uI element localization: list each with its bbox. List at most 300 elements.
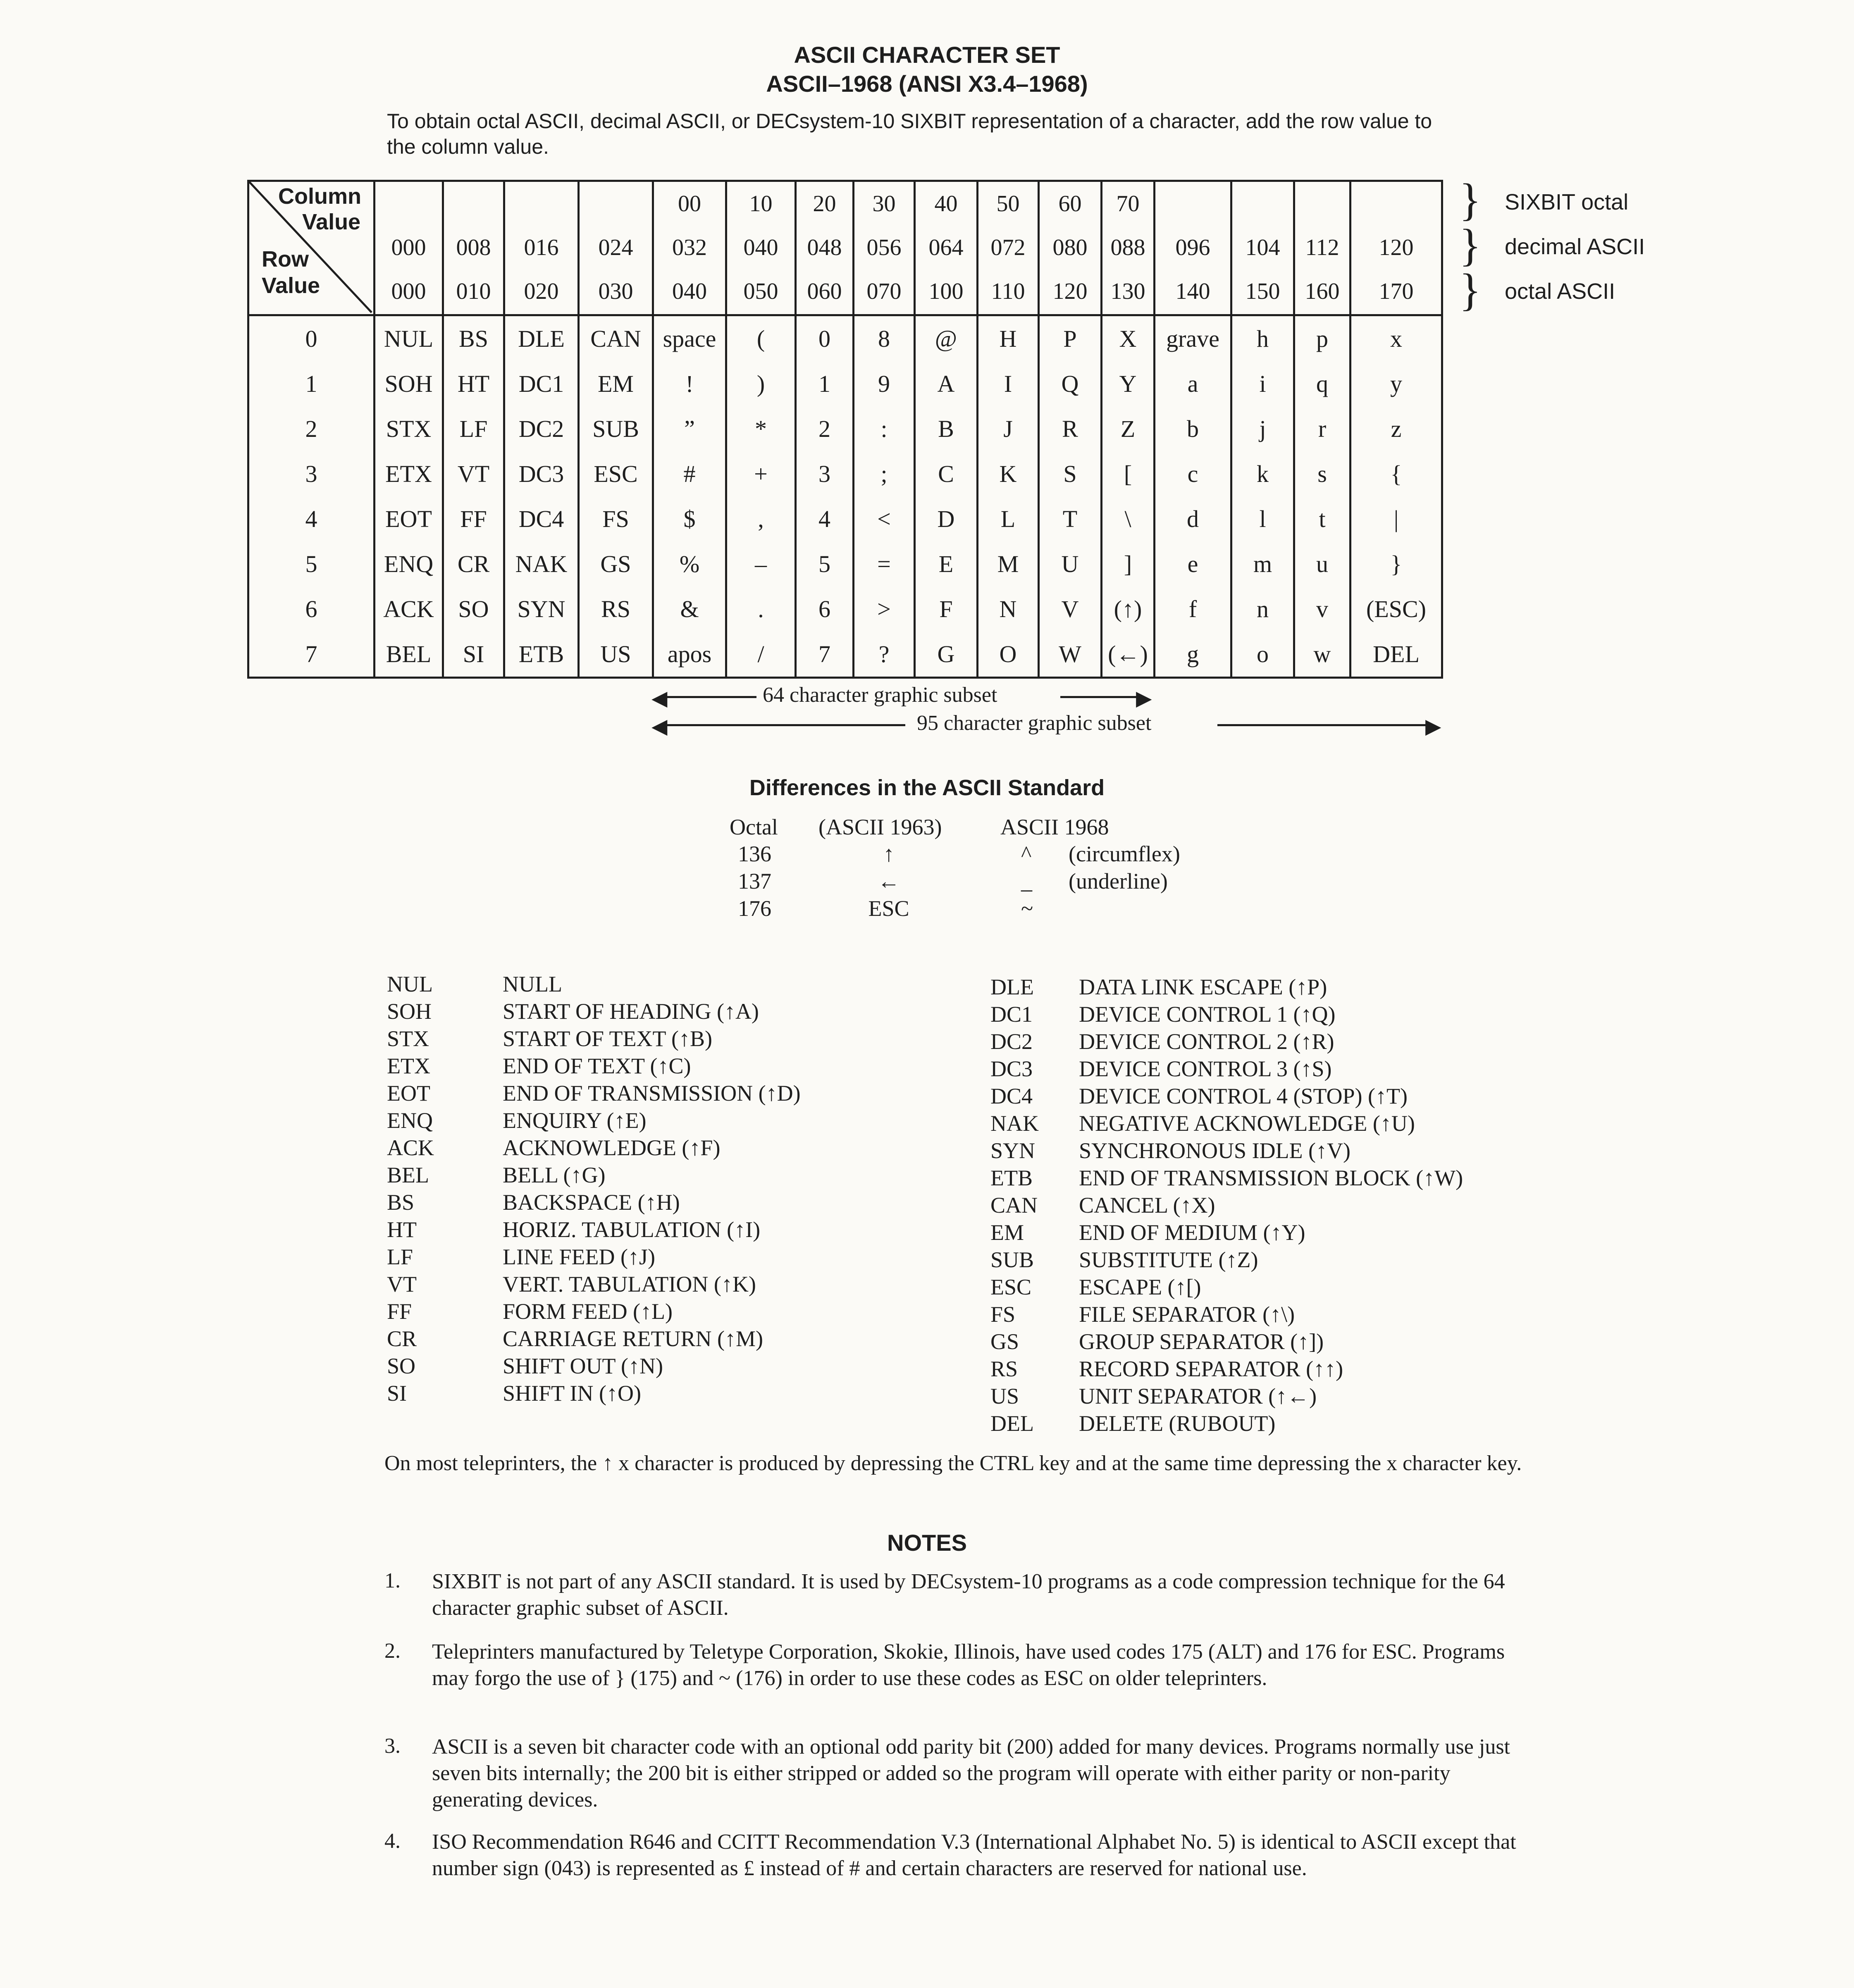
- definition-row: [387, 1107, 801, 1134]
- char-cell: DC1: [518, 370, 564, 397]
- definition-code: ETB: [990, 1166, 1033, 1190]
- definition-desc: SUBSTITUTE (↑Z): [1079, 1247, 1258, 1272]
- definition-row: [990, 1410, 1463, 1437]
- column-sixbit-value: 60: [1058, 191, 1082, 217]
- definition-row: [990, 1164, 1463, 1192]
- definition-desc: UNIT SEPARATOR (↑←): [1079, 1384, 1317, 1409]
- definition-row: [387, 1380, 801, 1407]
- column-octal-value: 110: [991, 279, 1025, 304]
- column-sixbit-value: 40: [934, 191, 958, 217]
- brace-icon: }: [1459, 220, 1481, 270]
- column-sixbit-value: [1351, 182, 1441, 226]
- definition-desc: HORIZ. TABULATION (↑I): [503, 1217, 761, 1242]
- definition-desc: DEVICE CONTROL 4 (STOP) (↑T): [1079, 1084, 1408, 1108]
- definition-code: EOT: [387, 1081, 430, 1106]
- row-value: 4: [305, 505, 317, 532]
- char-cell: T: [1062, 505, 1078, 532]
- char-cell: V: [1061, 596, 1079, 622]
- char-cell: 9: [878, 370, 890, 397]
- char-cell: STX: [386, 415, 432, 442]
- notes-title: NOTES: [887, 1530, 967, 1556]
- char-cell: BEL: [386, 641, 432, 667]
- column-chars-9: [978, 315, 1039, 678]
- definition-desc: LINE FEED (↑J): [503, 1244, 655, 1269]
- column-decimal-value: 040: [743, 235, 778, 260]
- char-cell: ): [756, 370, 765, 397]
- column-header-1: [443, 181, 504, 315]
- column-decimal-value: 048: [807, 235, 842, 260]
- definition-code: VT: [387, 1272, 417, 1297]
- row-value: 0: [305, 325, 317, 352]
- char-cell: ENQ: [384, 551, 434, 577]
- diff-note: (circumflex): [1069, 841, 1180, 866]
- subset64-arrow-left: [661, 696, 756, 698]
- char-cell: SYN: [517, 596, 566, 622]
- table-header-row: [248, 181, 1442, 315]
- diff-octal: 137: [738, 869, 771, 894]
- column-octal-value: 040: [672, 279, 707, 304]
- ascii-table: [247, 180, 1443, 679]
- corner-value-label-bottom: Value: [262, 273, 320, 298]
- char-cell: %: [679, 551, 700, 577]
- char-cell: :: [880, 415, 888, 442]
- column-chars-4: [653, 315, 726, 678]
- char-cell: =: [877, 551, 891, 577]
- column-chars-10: [1039, 315, 1102, 678]
- char-cell: &: [680, 596, 699, 622]
- char-cell: NAK: [515, 551, 568, 577]
- arrow-left-icon: ◀: [651, 687, 668, 710]
- char-cell: 0: [818, 325, 830, 352]
- column-decimal-value: 032: [672, 235, 707, 260]
- definition-desc: RECORD SEPARATOR (↑↑): [1079, 1356, 1343, 1381]
- char-cell: H: [999, 325, 1017, 352]
- char-cell: 6: [818, 596, 830, 622]
- definition-row: [990, 1383, 1463, 1410]
- definition-code: EM: [990, 1220, 1024, 1245]
- definition-desc: FORM FEED (↑L): [503, 1299, 673, 1324]
- diff-a1968: _: [1021, 869, 1032, 894]
- column-octal-value: 120: [1052, 279, 1088, 304]
- column-octal-value: 070: [866, 279, 902, 304]
- definition-code: BEL: [387, 1163, 429, 1187]
- column-sixbit-value: [505, 182, 577, 226]
- definition-desc: END OF TRANSMISSION BLOCK (↑W): [1079, 1166, 1463, 1190]
- char-cell: F: [939, 596, 953, 622]
- char-cell: ;: [880, 460, 888, 487]
- column-decimal-value: 008: [456, 235, 491, 260]
- definition-desc: END OF MEDIUM (↑Y): [1079, 1220, 1305, 1245]
- char-cell: 8: [878, 325, 890, 352]
- char-cell: VT: [457, 460, 490, 487]
- char-cell: /: [757, 641, 764, 667]
- char-cell: G: [937, 641, 955, 667]
- char-cell: R: [1062, 415, 1078, 442]
- definition-row: [387, 1161, 801, 1189]
- column-decimal-value: 024: [598, 235, 633, 260]
- definition-desc: CARRIAGE RETURN (↑M): [503, 1326, 763, 1351]
- char-cell: EM: [598, 370, 634, 397]
- column-chars-3: [579, 315, 653, 678]
- char-cell: U: [1061, 551, 1079, 577]
- legend-decimal: decimal ASCII: [1505, 234, 1645, 259]
- note-text: Teleprinters manufactured by Teletype Corporation, Skokie, Illinois, have used codes 175 (ALT) and 176 for ESC. Programs may forgo the use of } (175) and ~ (176) in order to use these codes as ESC on older teleprinters.: [432, 1640, 1505, 1690]
- definition-desc: NULL: [503, 972, 562, 996]
- char-cell: NUL: [384, 325, 434, 352]
- column-decimal-value: 000: [391, 235, 426, 260]
- column-header-9: [978, 181, 1039, 315]
- column-chars-13: [1231, 315, 1294, 678]
- char-cell: p: [1316, 325, 1328, 352]
- char-cell: ”: [684, 415, 695, 442]
- column-sixbit-value: 20: [813, 191, 836, 217]
- column-header-2: [504, 181, 579, 315]
- diff-a1968: ^: [1021, 841, 1032, 866]
- column-header-13: [1231, 181, 1294, 315]
- char-cell: –: [755, 551, 767, 577]
- definition-code: RS: [990, 1356, 1018, 1381]
- char-cell: @: [935, 325, 957, 352]
- definition-row: [387, 1052, 801, 1080]
- table-corner: [248, 181, 375, 315]
- diff-a1968: ~: [1021, 896, 1033, 921]
- legend-sixbit: SIXBIT octal: [1505, 190, 1629, 215]
- char-cell: I: [1004, 370, 1012, 397]
- char-cell: US: [600, 641, 631, 667]
- diff-note: (underline): [1069, 869, 1168, 894]
- column-octal-value: 140: [1175, 279, 1210, 304]
- definition-row: [990, 1028, 1463, 1055]
- definition-code: DEL: [990, 1411, 1034, 1436]
- char-cell: [: [1124, 460, 1132, 487]
- char-cell: M: [997, 551, 1019, 577]
- char-cell: o: [1257, 641, 1269, 667]
- column-decimal-value: 088: [1110, 235, 1145, 260]
- char-cell: 3: [818, 460, 830, 487]
- definition-code: ETX: [387, 1054, 430, 1078]
- char-cell: RS: [601, 596, 630, 622]
- char-cell: Y: [1119, 370, 1137, 397]
- char-cell: J: [1003, 415, 1013, 442]
- column-octal-value: 170: [1379, 279, 1414, 304]
- char-cell: c: [1187, 460, 1198, 487]
- char-cell: h: [1257, 325, 1269, 352]
- row-value: 7: [305, 641, 317, 667]
- definition-row: [990, 1273, 1463, 1301]
- diff-header-octal: Octal: [730, 815, 778, 839]
- char-cell: ACK: [383, 596, 434, 622]
- char-cell: 7: [818, 641, 830, 667]
- column-chars-12: [1155, 315, 1231, 678]
- column-header-12: [1155, 181, 1231, 315]
- definition-row: [387, 1325, 801, 1352]
- char-cell: SOH: [384, 370, 433, 397]
- definition-desc: END OF TEXT (↑C): [503, 1054, 691, 1078]
- definition-code: DC3: [990, 1056, 1033, 1081]
- definition-code: DC2: [990, 1029, 1033, 1054]
- char-cell: D: [937, 505, 955, 532]
- char-cell: *: [755, 415, 767, 442]
- char-cell: B: [938, 415, 954, 442]
- definition-row: [990, 1328, 1463, 1355]
- column-chars-5: [726, 315, 796, 678]
- char-cell: ETX: [385, 460, 432, 487]
- char-cell: m: [1253, 551, 1272, 577]
- column-header-3: [579, 181, 653, 315]
- subset64-label: 64 character graphic subset: [763, 683, 997, 707]
- char-cell: g: [1187, 641, 1199, 667]
- diff-octal: 136: [738, 841, 771, 866]
- note-number: 2.: [384, 1639, 401, 1663]
- definition-row: [387, 1271, 801, 1298]
- note-number: 3.: [384, 1734, 401, 1758]
- definition-code: BS: [387, 1190, 415, 1215]
- definition-desc: ENQUIRY (↑E): [503, 1108, 647, 1133]
- column-octal-value: 060: [807, 279, 842, 304]
- column-sixbit-value: 50: [996, 191, 1020, 217]
- char-cell: u: [1316, 551, 1328, 577]
- differences-title: Differences in the ASCII Standard: [749, 775, 1105, 800]
- definition-desc: BELL (↑G): [503, 1163, 606, 1187]
- column-octal-value: 000: [391, 279, 426, 304]
- char-cell: E: [938, 551, 954, 577]
- definition-code: HT: [387, 1217, 417, 1242]
- note-text: ISO Recommendation R646 and CCITT Recommendation V.3 (International Alphabet No. 5) is identical to ASCII except that number sign (043) is represented as £ instead of # and certain characters are reserved for national use.: [432, 1830, 1516, 1880]
- char-cell: O: [999, 641, 1017, 667]
- diff-octal: 176: [738, 896, 771, 921]
- char-cell: K: [999, 460, 1017, 487]
- definition-code: NAK: [990, 1111, 1039, 1136]
- definition-row: [387, 1298, 801, 1325]
- char-cell: j: [1259, 415, 1266, 442]
- char-cell: ESC: [594, 460, 638, 487]
- char-cell: EOT: [385, 505, 432, 532]
- definition-code: FS: [990, 1302, 1016, 1327]
- definition-desc: GROUP SEPARATOR (↑]): [1079, 1329, 1324, 1354]
- definition-desc: VERT. TABULATION (↑K): [503, 1272, 756, 1297]
- char-cell: #: [683, 460, 696, 487]
- char-cell: |: [1393, 505, 1399, 532]
- row-value: 2: [305, 415, 317, 442]
- char-cell: !: [685, 370, 694, 397]
- char-cell: y: [1390, 370, 1402, 397]
- column-sixbit-value: [375, 182, 442, 226]
- char-cell: apos: [667, 641, 712, 667]
- brace-icon: }: [1459, 265, 1481, 315]
- arrow-right-icon: ▶: [1425, 715, 1441, 738]
- definition-desc: DEVICE CONTROL 3 (↑S): [1079, 1056, 1332, 1081]
- definition-code: DLE: [990, 975, 1034, 999]
- char-cell: r: [1318, 415, 1327, 442]
- column-header-7: [854, 181, 915, 315]
- char-cell: S: [1063, 460, 1077, 487]
- definition-code: ACK: [387, 1135, 434, 1160]
- char-cell: P: [1063, 325, 1077, 352]
- char-cell: x: [1390, 325, 1402, 352]
- column-decimal-value: 056: [866, 235, 902, 260]
- char-cell: A: [937, 370, 955, 397]
- row-value: 1: [305, 370, 317, 397]
- char-cell: N: [999, 596, 1017, 622]
- char-cell: ,: [758, 505, 764, 532]
- char-cell: n: [1257, 596, 1269, 622]
- char-cell: CAN: [590, 325, 641, 352]
- char-cell: v: [1316, 596, 1328, 622]
- definition-row: [990, 1110, 1463, 1137]
- legend-octal: octal ASCII: [1505, 279, 1615, 304]
- definition-desc: ACKNOWLEDGE (↑F): [503, 1135, 721, 1160]
- column-decimal-value: 096: [1175, 235, 1210, 260]
- definition-row: [990, 1219, 1463, 1246]
- definition-row: [990, 1082, 1463, 1110]
- column-decimal-value: 112: [1305, 235, 1339, 260]
- char-cell: }: [1390, 551, 1402, 577]
- column-decimal-value: 072: [990, 235, 1026, 260]
- column-sixbit-value: [1295, 182, 1349, 226]
- definition-desc: END OF TRANSMISSION (↑D): [503, 1081, 801, 1106]
- char-cell: k: [1257, 460, 1269, 487]
- char-cell: <: [877, 505, 891, 532]
- char-cell: SI: [463, 641, 484, 667]
- char-cell: s: [1317, 460, 1327, 487]
- char-cell: SUB: [592, 415, 639, 442]
- column-decimal-value: 064: [928, 235, 964, 260]
- diff-a1963: ESC: [868, 896, 909, 921]
- column-header-4: [653, 181, 726, 315]
- diff-a1963: ←: [878, 869, 900, 894]
- column-sixbit-value: [1232, 182, 1293, 226]
- char-cell: 1: [818, 370, 830, 397]
- arrow-right-icon: ▶: [1136, 687, 1152, 710]
- definition-code: GS: [990, 1329, 1019, 1354]
- column-header-10: [1039, 181, 1102, 315]
- char-cell: i: [1259, 370, 1266, 397]
- definition-code: STX: [387, 1026, 429, 1051]
- column-octal-value: 100: [928, 279, 964, 304]
- char-cell: b: [1187, 415, 1199, 442]
- char-cell: DLE: [518, 325, 565, 352]
- char-cell: t: [1319, 505, 1326, 532]
- column-sixbit-value: 30: [872, 191, 896, 217]
- char-cell: DC4: [518, 505, 564, 532]
- row-value: 6: [305, 596, 317, 622]
- definition-desc: BACKSPACE (↑H): [503, 1190, 680, 1215]
- definition-desc: DEVICE CONTROL 1 (↑Q): [1079, 1002, 1336, 1027]
- char-cell: (↑): [1114, 596, 1142, 622]
- definition-code: SYN: [990, 1138, 1036, 1163]
- definition-code: CAN: [990, 1193, 1038, 1218]
- definition-desc: SHIFT IN (↑O): [503, 1381, 641, 1406]
- char-cell: L: [1000, 505, 1016, 532]
- definition-row: [990, 1192, 1463, 1219]
- definition-desc: ESCAPE (↑[): [1079, 1275, 1201, 1299]
- column-octal-value: 030: [598, 279, 633, 304]
- char-cell: CR: [457, 551, 490, 577]
- definition-row: [387, 1352, 801, 1380]
- column-decimal-value: 080: [1052, 235, 1088, 260]
- char-cell: w: [1313, 641, 1331, 667]
- definition-desc: START OF HEADING (↑A): [503, 999, 759, 1024]
- column-decimal-value: 016: [524, 235, 559, 260]
- char-cell: grave: [1166, 325, 1219, 352]
- definition-code: SUB: [990, 1247, 1034, 1272]
- definition-desc: CANCEL (↑X): [1079, 1193, 1215, 1218]
- char-cell: ETB: [518, 641, 564, 667]
- row-value: 5: [305, 551, 317, 577]
- definition-row: [387, 1080, 801, 1107]
- intro-text: To obtain octal ASCII, decimal ASCII, or DECsystem-10 SIXBIT representation of a character, add the row value to the column value.: [387, 110, 1432, 158]
- definition-code: US: [990, 1384, 1019, 1409]
- column-chars-15: [1351, 315, 1442, 678]
- diff-header-1963: (ASCII 1963): [818, 815, 942, 839]
- definition-row: [387, 998, 801, 1025]
- corner-value-label-top: Value: [302, 210, 361, 234]
- definition-row: [990, 1246, 1463, 1273]
- definition-desc: FILE SEPARATOR (↑\): [1079, 1302, 1295, 1327]
- char-cell: .: [758, 596, 764, 622]
- column-decimal-value: 120: [1379, 235, 1414, 260]
- column-octal-value: 050: [743, 279, 778, 304]
- char-cell: ]: [1124, 551, 1132, 577]
- char-cell: >: [877, 596, 891, 622]
- column-header-0: [375, 181, 443, 315]
- teleprinter-note: On most teleprinters, the ↑ x character is produced by depressing the CTRL key and at the same time depressing the x character key.: [384, 1452, 1522, 1475]
- row-value: 3: [305, 460, 317, 487]
- subset95-arrow-right: [1217, 724, 1432, 726]
- column-octal-value: 150: [1245, 279, 1280, 304]
- char-cell: e: [1187, 551, 1198, 577]
- definition-desc: SHIFT OUT (↑N): [503, 1354, 663, 1378]
- definition-code: SI: [387, 1381, 407, 1406]
- column-octal-value: 160: [1305, 279, 1340, 304]
- char-cell: SO: [458, 596, 489, 622]
- definition-row: [990, 1137, 1463, 1164]
- column-chars-1: [443, 315, 504, 678]
- definition-row: [990, 973, 1463, 1001]
- char-cell: (←): [1108, 641, 1148, 667]
- table-body-row: [248, 315, 1442, 678]
- subset95-arrow-left: [661, 724, 905, 726]
- column-chars-0: [375, 315, 443, 678]
- definition-row: [387, 1189, 801, 1216]
- definition-row: [990, 1301, 1463, 1328]
- char-cell: W: [1059, 641, 1081, 667]
- char-cell: q: [1316, 370, 1328, 397]
- char-cell: l: [1259, 505, 1266, 532]
- char-cell: LF: [459, 415, 488, 442]
- definition-row: [990, 1355, 1463, 1383]
- subset64-arrow-right: [1060, 696, 1143, 698]
- column-decimal-value: 104: [1245, 235, 1280, 260]
- column-chars-6: [796, 315, 854, 678]
- definition-row: [387, 1216, 801, 1243]
- char-cell: 2: [818, 415, 830, 442]
- char-cell: FS: [602, 505, 629, 532]
- column-octal-value: 010: [456, 279, 491, 304]
- column-header-14: [1294, 181, 1351, 315]
- column-sixbit-value: 00: [678, 191, 701, 217]
- column-header-5: [726, 181, 796, 315]
- column-chars-14: [1294, 315, 1351, 678]
- definition-desc: NEGATIVE ACKNOWLEDGE (↑U): [1079, 1111, 1415, 1136]
- column-header-15: [1351, 181, 1442, 315]
- char-cell: $: [683, 505, 696, 532]
- char-cell: GS: [600, 551, 631, 577]
- brace-icon: }: [1459, 174, 1481, 225]
- char-cell: X: [1119, 325, 1137, 352]
- char-cell: (: [756, 325, 765, 352]
- column-sixbit-value: [1155, 182, 1230, 226]
